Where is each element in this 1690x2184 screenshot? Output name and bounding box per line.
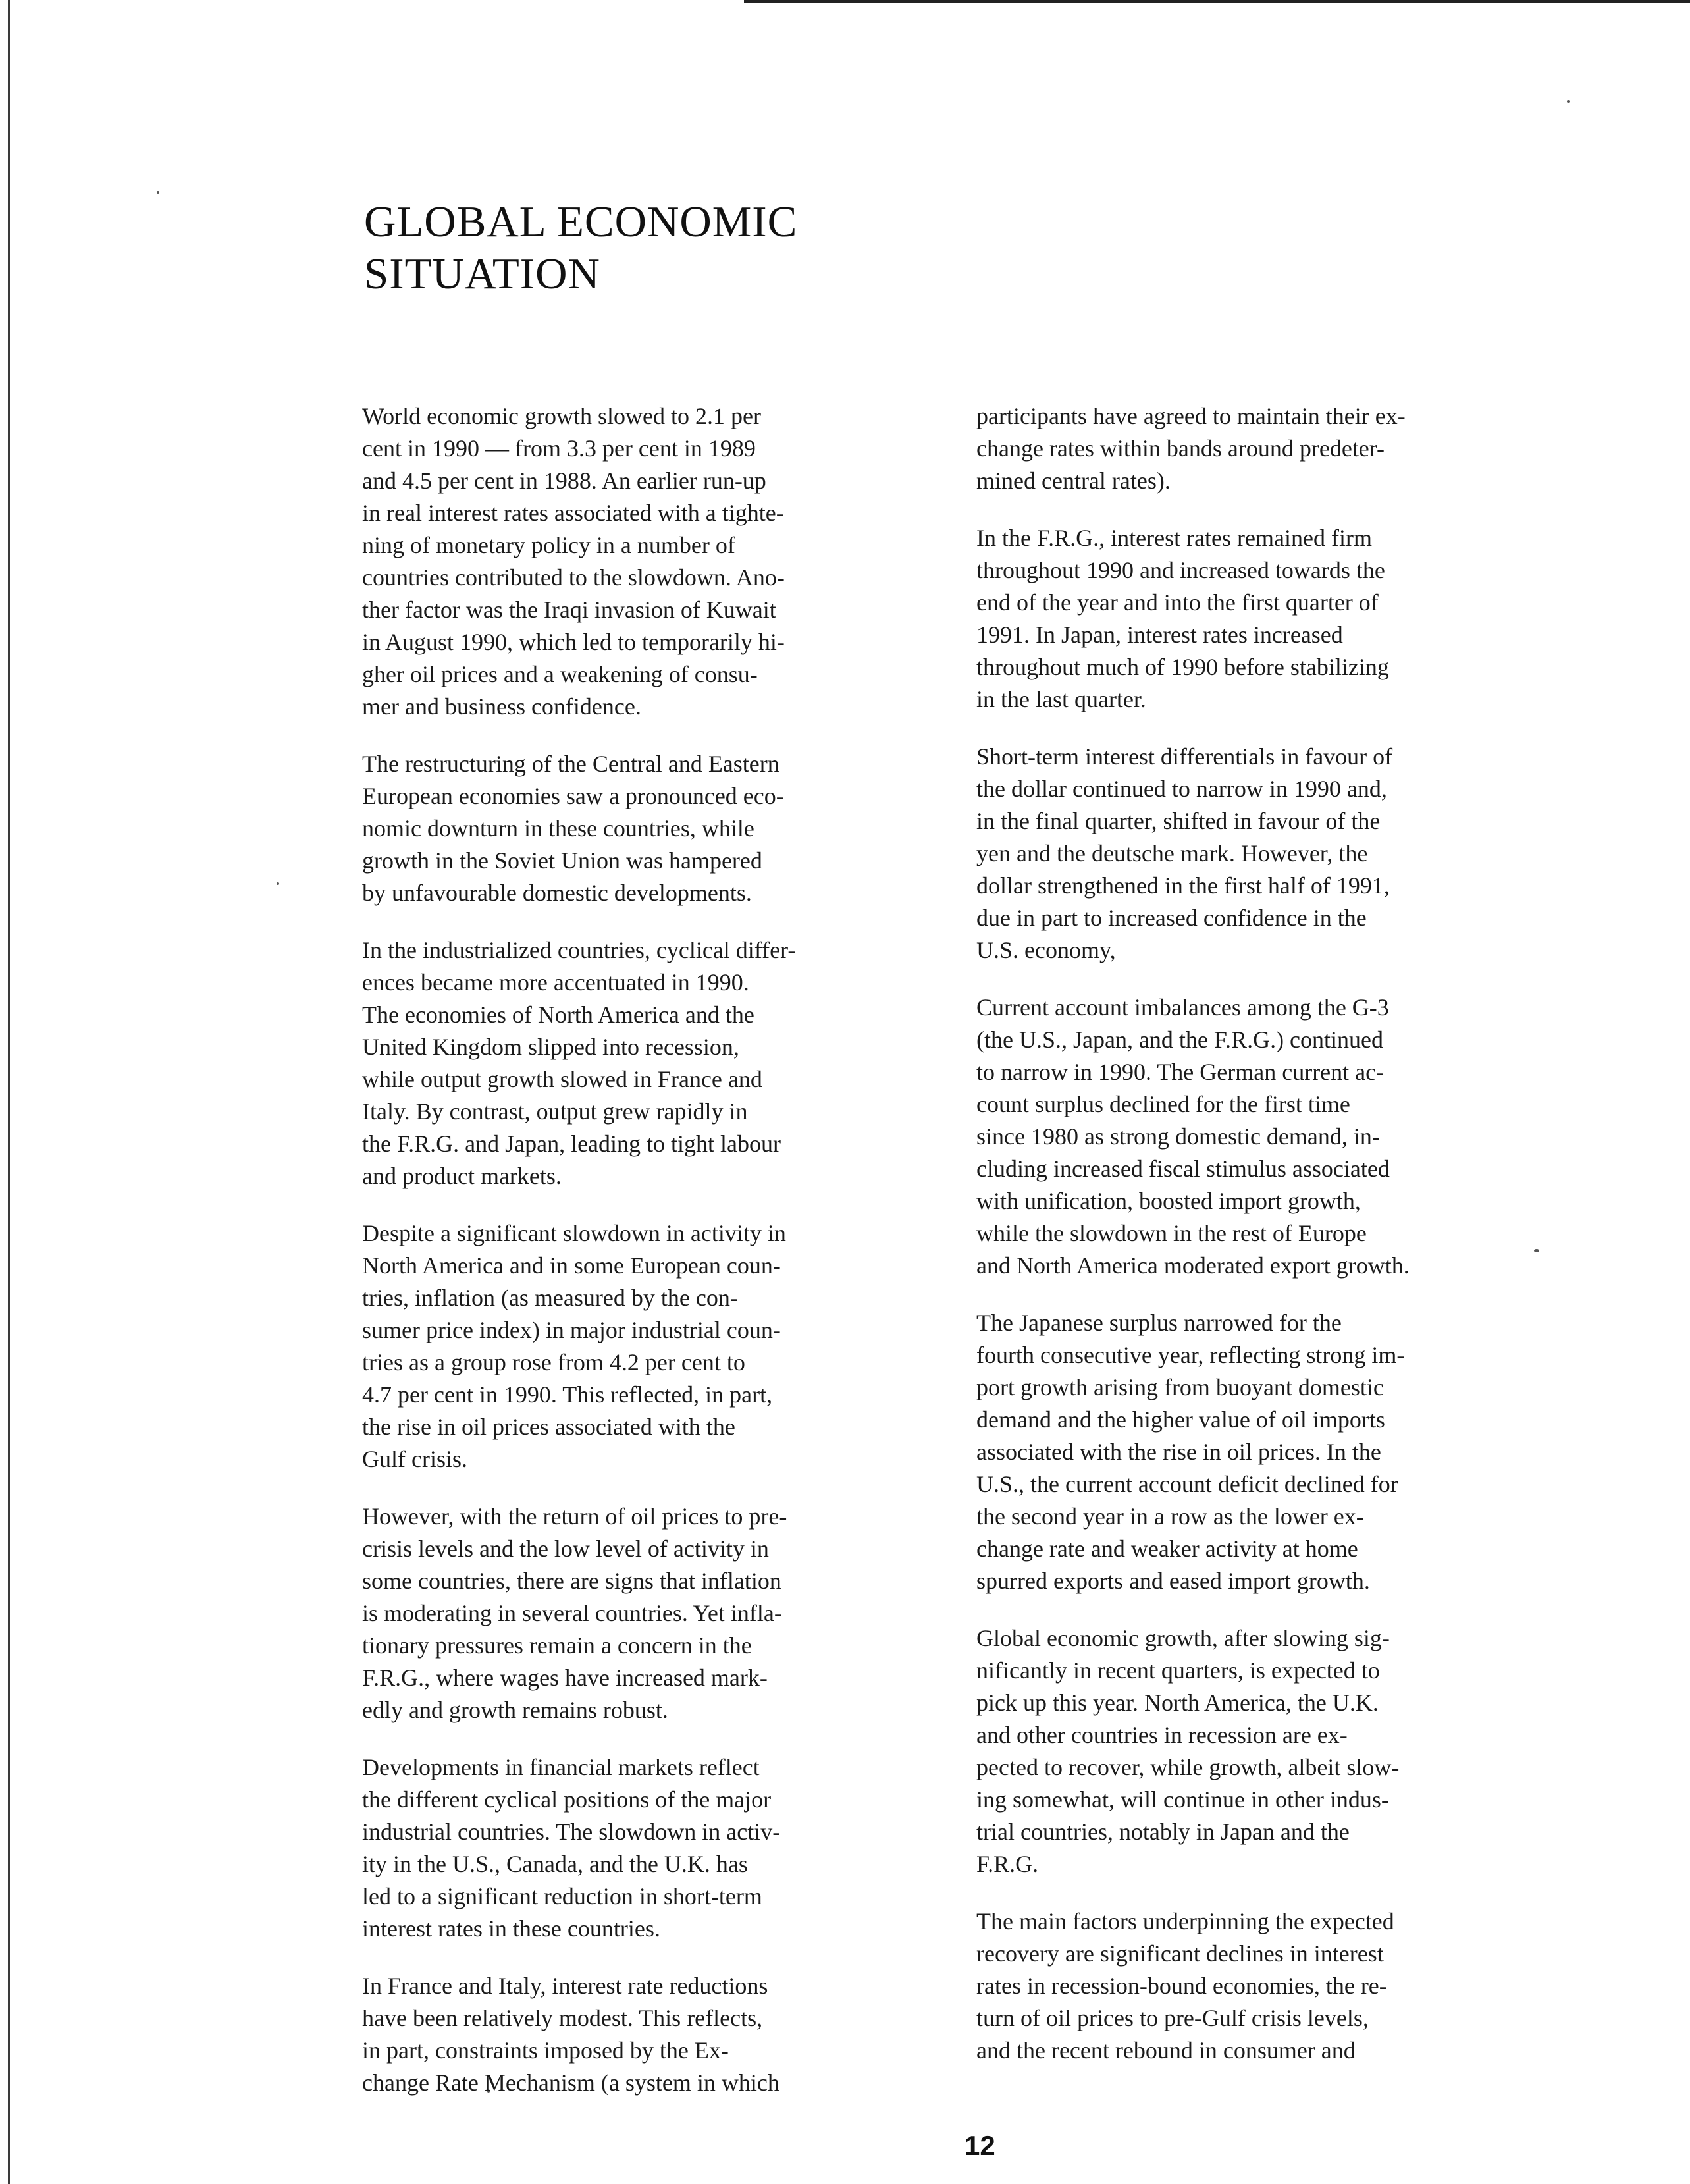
right-text-column [976, 400, 1529, 2092]
paragraph: Global economic growth, after slowing sig- nificantly in recent quarters, is expected to pick up this year. North America, the U.K. and other countries in recession are ex- pected to recover, while growth, albeit slow- ing somewhat, will continue in other indus- trial countries, notably in Japan and the F.R.G. [976, 1625, 1400, 1877]
paragraph: World economic growth slowed to 2.1 per cent in 1990 — from 3.3 per cent in 1989 and 4.5 per cent in 1988. An earlier run-up in real interest rates associated with a tighte- ning of monetary policy in a number of countries contributed to the slowdown. Ano- ther factor was the Iraqi invasion of Kuwait in August 1990, which led to temporarily hi- gher oil prices and a weakening of consu- mer and business confidence. [362, 403, 785, 720]
top-border-rule [744, 0, 1690, 3]
scan-speck [157, 191, 159, 194]
left-page-edge [8, 0, 10, 2184]
paragraph: Developments in financial markets reflect the different cyclical positions of the major industrial countries. The slowdown in activ- ity in the U.S., Canada, and the U.K. has led to a significant reduction in short-term interest rates in these countries. [362, 1754, 781, 1942]
paragraph: In France and Italy, interest rate reductions have been relatively modest. This reflects, in part, constraints imposed by the Ex- change Rate Mechanism (a system in which [362, 1973, 779, 2096]
paragraph: The main factors underpinning the expected recovery are significant declines in interest rates in recession-bound economies, the re- turn of oil prices to pre-Gulf crisis levels, and the recent rebound in consumer and [976, 1908, 1394, 2064]
paragraph: In the F.R.G., interest rates remained firm throughout 1990 and increased towards the end of the year and into the first quarter of 1991. In Japan, interest rates increased throughout much of 1990 before stabilizing in the last quarter. [976, 525, 1389, 712]
paragraph: participants have agreed to maintain their ex- change rates within bands around predeter- mined central rates). [976, 403, 1406, 494]
scan-speck [277, 882, 279, 885]
paragraph: Short-term interest differentials in favour of the dollar continued to narrow in 1990 and, in the final quarter, shifted in favour of the yen and the deutsche mark. However, the dollar strengthened in the first half of 1991, due in part to increased confidence in the U.S. economy, [976, 743, 1393, 963]
page-title: GLOBAL ECONOMIC SITUATION [364, 198, 798, 298]
paragraph: Current account imbalances among the G-3 (the U.S., Japan, and the F.R.G.) continued to narrow in 1990. The German current ac- count surplus declined for the first time since 1980 as strong domestic demand, in- cluding increased fiscal stimulus associated with unification, boosted import growth, while the slowdown in the rest of Europe and North America moderated export growth. [976, 994, 1410, 1279]
paragraph: In the industrialized countries, cyclical differ- ences became more accentuated in 1990. The economies of North America and the United Kingdom slipped into recession, while output growth slowed in France and Italy. By contrast, output grew rapidly in the F.R.G. and Japan, leading to tight labour and product markets. [362, 937, 796, 1189]
page-number: 12 [964, 2130, 995, 2161]
paragraph: The Japanese surplus narrowed for the fourth consecutive year, reflecting strong im- port growth arising from buoyant domestic demand and the higher value of oil imports associated with the rise in oil prices. In the U.S., the current account deficit declined for the second year in a row as the lower ex- change rate and weaker activity at home spurred exports and eased import growth. [976, 1310, 1405, 1594]
paragraph: Despite a significant slowdown in activity in North America and in some European coun- tries, inflation (as measured by the con- sumer price index) in major industrial coun- tries as a group rose from 4.2 per cent to 4.7 per cent in 1990. This reflected, in part, the rise in oil prices associated with the Gulf crisis. [362, 1220, 786, 1472]
scan-speck [1567, 100, 1570, 103]
paragraph: However, with the return of oil prices to pre- crisis levels and the low level of activity in some countries, there are signs that inflation is moderating in several countries. Yet infla- tionary pressures remain a concern in the F.R.G., where wages have increased mark- edly and growth remains robust. [362, 1503, 787, 1723]
scan-speck [1534, 1249, 1539, 1252]
paragraph: The restructuring of the Central and Eastern European economies saw a pronounced eco- nomic downturn in these countries, while growth in the Soviet Union was hampered by unfavourable domestic developments. [362, 751, 784, 906]
left-text-column [362, 400, 915, 2124]
